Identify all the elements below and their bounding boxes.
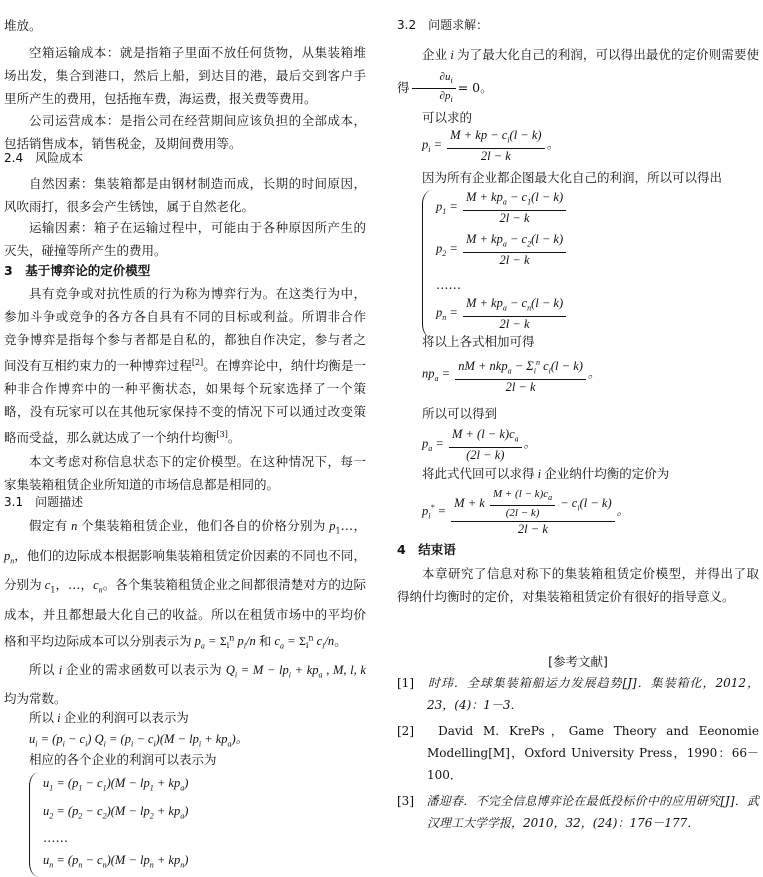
left-brace: [29, 772, 40, 877]
heading-4: 4 结束语: [397, 542, 456, 557]
equation-system-prices: $p_1$ = $\frac{M + kp_a - c_1(l - k)}{2l - k}$ $p_2$ = $\frac{M + kp_a - c_2(l - k)}{2l - k}$ …… $p_n$ = $\frac{M + kp_a - c_n(l - k)}{2l - k}$: [397, 190, 759, 338]
paragraph-continuation: 堆放。: [4, 18, 42, 33]
equation-pi: $p_i$ = $\frac{M + kp - c_i(l - k)}{2l - k}$ 。: [422, 128, 560, 163]
paragraph-game-theory: 具有竞争或对抗性质的行为称为博弈行为。在这类行为中，参加斗争或竞争的各方各自具有不同的目标或利益。所谓非合作竞争博弈是指每个参与者都是自私的，都独自作决定，参与者之间没有互相约束力的一种博弈过程[2]。在博弈论中，纳什均衡是一种非合作博弈中的一种平衡状态，如果每个玩家选择了一个策略，没有玩家可以在其他玩家保持不变的情况下可以通过改变策略而受益，那么就达成了一个纳什均衡[3]。: [4, 286, 366, 446]
paragraph-get: 可以求的: [422, 110, 473, 125]
paragraph-profits-all: 相应的各个企业的利润可以表示为: [29, 752, 217, 767]
citation-3: [3]: [216, 430, 228, 440]
reference-item: [2] David M. KrePs，Game Theory and Eeonomie Modelling[M]，Oxford University Press，1990：66－100．: [397, 724, 759, 782]
heading-2-4: 2.4 风险成本: [4, 151, 84, 165]
paragraph-assumption: 假定有 n 个集装箱租赁企业，他们各自的价格分别为 $p_1\dots$，$p_n$，他们的边际成本根据影响集装箱租赁定价因素的不同也不同，分别为 $c_1$，…，$c_n$。各个集装箱租赁企业之间都很清楚对方的边际成本，并且都想最大化自己的收益。所以在租赁市场中的平均价格和平均边际成本可以分别表示为 $p_a = \Sigma_i^n$ $p_i/n$ 和 $c_a = \Sigma_i^n$ $c_i/n$。: [4, 518, 366, 651]
paragraph-so: 所以可以得到: [422, 406, 498, 421]
reference-item: [1] 时玮．全球集装箱船运力发展趋势[J]．集装箱化，2012，23，(4)：1－3．: [397, 676, 759, 712]
paragraph-sum: 将以上各式相加可得: [422, 334, 535, 349]
paragraph-profit-i: 所以 i 企业的利润可以表示为: [29, 710, 189, 725]
reference-list: [397, 672, 759, 834]
paragraph-back-substitute: 将此式代回可以求得 i 企业纳什均衡的定价为: [422, 466, 670, 481]
paragraph-symmetric-info: 本文考虑对称信息状态下的定价模型。在这种情况下，每一家集装箱租赁企业所知道的市场信息都是相同的。: [4, 454, 366, 492]
heading-3-1: 3.1 问题描述: [4, 495, 84, 509]
paragraph-transport-factor: 运输因素：箱子在运输过程中，可能由于各种原因所产生的灭失，碰撞等所产生的费用。: [4, 220, 366, 258]
paragraph-solve: 企业 i 为了最大化自己的利润，可以得出最优的定价则需要使得 $\frac{\partial u_i}{\partial p_i}$ = 0。: [397, 47, 759, 105]
paragraph-all-firms: 因为所有企业都企图最大化自己的利润，所以可以得出: [422, 170, 723, 185]
equation-npa: $np_a$ = $\frac{nM + nkp_a - \Sigma_i^n c_i(l - k)}{2l - k}$ 。: [397, 355, 759, 395]
equation-pa: $p_a$ = $\frac{M + (l - k)c_a}{(2l - k)}$ 。: [422, 427, 537, 462]
paragraph-empty-shipping-cost: 空箱运输成本：就是指箱子里面不放任何货物，从集装箱堆场出发，集合到港口，然后上船，到达目的港，最后交到客户手里所产生的费用，包括拖车费，海运费，报关费等费用。: [4, 45, 366, 106]
equation-system-profits: $u_1 = (p_1 - c_1)(M - lp_1 + kp_a)$ $u_2 = (p_2 - c_2)(M - lp_2 + kp_a)$ …… $u_n = (p_n - c_n)(M - lp_n + kp_n)$: [4, 772, 366, 877]
equation-profit-i: $u_i = (p_i - c_i) Q_i = (p_i - c_i)(M - lp_i + kp_a)$。: [29, 732, 249, 749]
left-brace: [422, 190, 433, 338]
paragraph-operating-cost: 公司运营成本：是指公司在经营期间应该负担的全部成本，包括销售成本，销售税金，及期间费用等。: [4, 113, 366, 151]
paragraph-natural-factor: 自然因素：集装箱都是由钢材制造而成，长期的时间原因，风吹雨打，很多会产生锈蚀，属于自然老化。: [4, 176, 366, 214]
reference-item: [3] 潘迎春．不完全信息博弈论在最低投标价中的应用研究[J]．武汉理工大学学报，2010，32，(24)：176－177．: [397, 794, 759, 830]
paragraph-conclusion: 本章研究了信息对称下的集装箱租赁定价模型，并得出了取得纳什均衡时的定价，对集装箱租赁定价有很好的指导意义。: [397, 566, 759, 604]
heading-3: 3 基于博弈论的定价模型: [4, 263, 151, 278]
citation-2: [2]: [191, 358, 204, 367]
references-title: [参考文献]: [548, 654, 608, 669]
paragraph-demand: 所以 i 企业的需求函数可以表示为 $Q_i = M - lp_i + kp_a$ , M, l, k 均为常数。: [4, 662, 366, 706]
heading-3-2: 3.2 问题求解：: [397, 18, 489, 32]
equation-nash-price: $p_i^*$ = M + k $\frac{M + (l - k)c_a}{(2l - k)}$ − $c_i(l - k)$ 2l − k 。: [422, 488, 630, 537]
